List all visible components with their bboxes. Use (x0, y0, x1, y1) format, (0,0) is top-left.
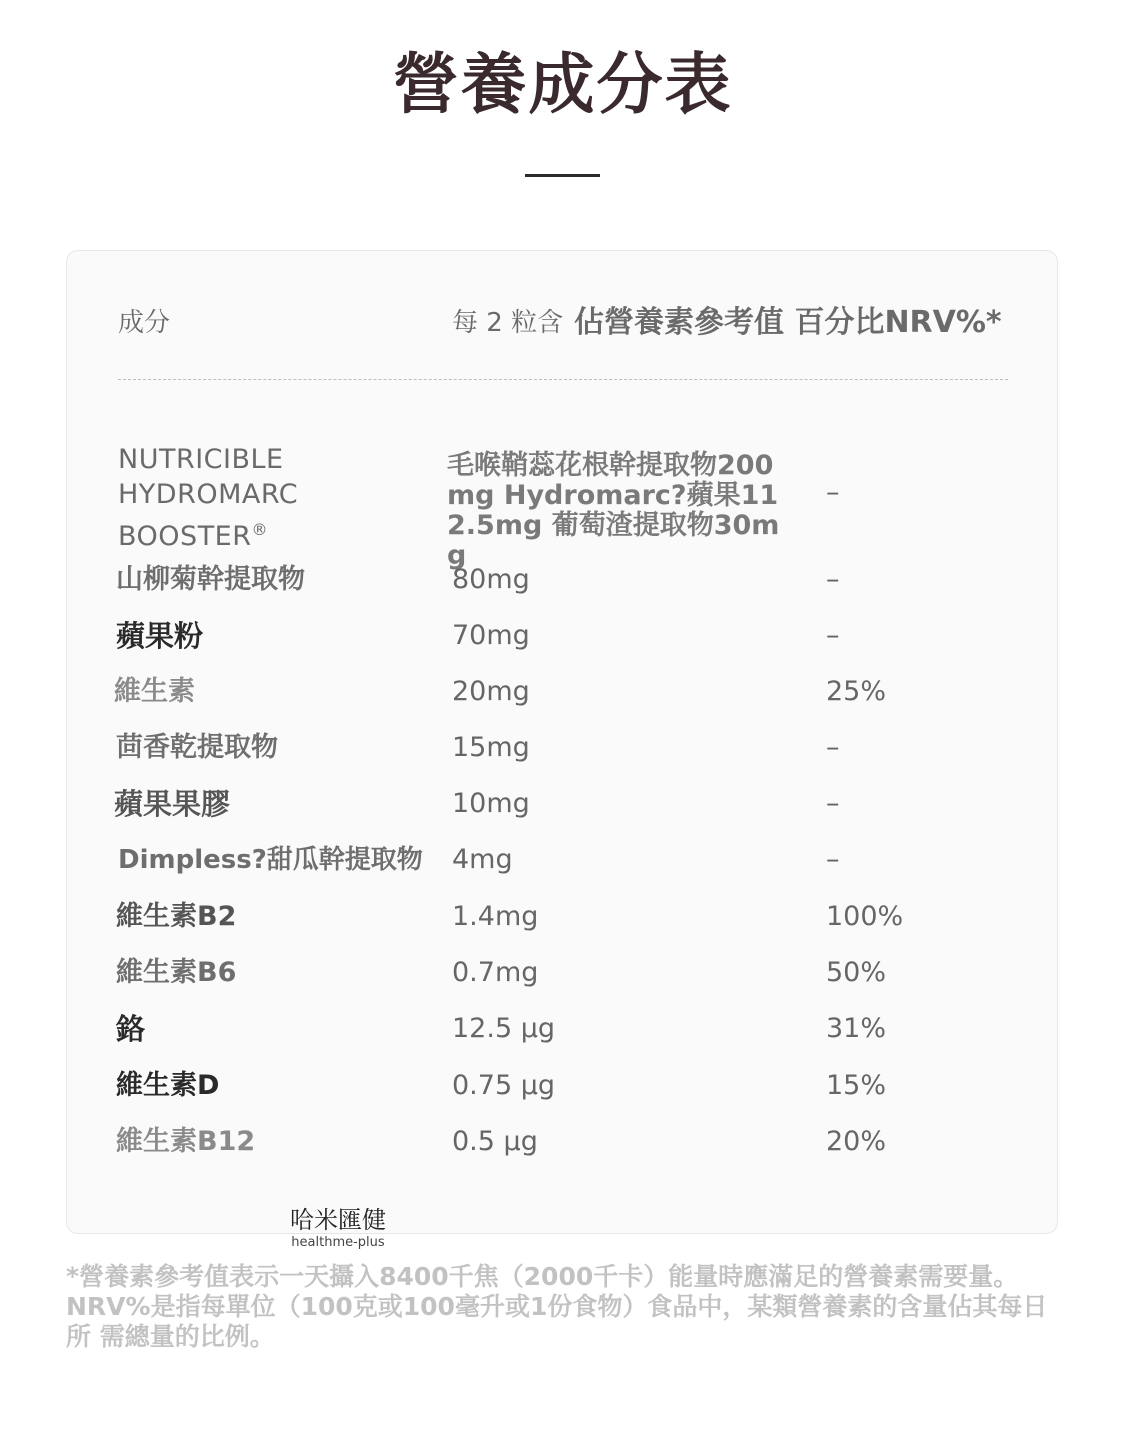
ingredient-amount: 20mg (452, 676, 530, 707)
table-row (0, 1001, 1125, 1057)
ingredient-nrv: – (826, 620, 840, 651)
ingredient-name: 鉻 (116, 1012, 146, 1046)
page-title: 營養成分表 (392, 46, 733, 123)
table-row (0, 1114, 1125, 1170)
header-nrv: 佔營養素參考值 百分比NRV%* (574, 305, 1002, 340)
ingredient-amount: 15mg (452, 732, 530, 763)
ingredient-name: 維生素B6 (116, 957, 237, 988)
ingredient-name: 維生素B2 (116, 901, 237, 932)
booster-name (118, 442, 298, 554)
ingredient-name: 維生素B12 (116, 1126, 256, 1157)
booster-name-line: NUTRICIBLE (118, 444, 284, 475)
ingredient-amount: 10mg (452, 788, 530, 819)
ingredient-amount: 0.7mg (452, 957, 539, 988)
ingredient-amount: 80mg (452, 564, 530, 595)
ingredient-amount: 4mg (452, 844, 513, 875)
header-per-serving: 每 2 粒含 (452, 308, 564, 338)
ingredient-name: 維生素D (116, 1070, 220, 1101)
table-row (0, 945, 1125, 1001)
table-row (0, 1058, 1125, 1114)
ingredient-nrv: 25% (826, 676, 887, 707)
ingredient-name: 茴香乾提取物 (116, 732, 278, 763)
ingredient-nrv: 15% (826, 1070, 887, 1101)
ingredient-amount: 70mg (452, 620, 530, 651)
ingredient-nrv: 20% (826, 1126, 887, 1157)
booster-amount: 毛喉鞘蕊花根幹提取物200mg Hydromarc?蘋果112.5mg 葡萄渣提取物30mg (447, 450, 780, 571)
ingredient-amount: 0.75 μg (452, 1070, 556, 1101)
ingredient-name: 蘋果粉 (116, 619, 204, 653)
table-row (0, 776, 1125, 832)
ingredient-name: 山柳菊幹提取物 (116, 564, 305, 595)
ingredient-amount: 0.5 μg (452, 1126, 538, 1157)
title-divider (525, 174, 600, 177)
booster-name-line: BOOSTER® (118, 520, 269, 552)
ingredient-nrv: 50% (826, 957, 887, 988)
table-row (0, 720, 1125, 776)
registered-mark: ® (251, 520, 269, 539)
booster-name-line: HYDROMARC (118, 479, 299, 510)
ingredient-name: Dimpless?甜瓜幹提取物 (118, 845, 423, 875)
table-row (0, 552, 1125, 608)
ingredient-nrv: – (826, 788, 840, 819)
ingredient-nrv: – (826, 844, 840, 875)
header-ingredient: 成分 (118, 308, 171, 338)
brand-logo-sub: healthme-plus (291, 1235, 385, 1250)
ingredient-nrv: 100% (826, 901, 904, 932)
brand-logo-name: 哈米匯健 (290, 1206, 386, 1234)
brand-logo (270, 1205, 406, 1251)
table-row (0, 832, 1125, 888)
ingredient-name: 蘋果果膠 (114, 787, 231, 821)
ingredient-nrv: – (826, 732, 840, 763)
ingredient-amount: 12.5 μg (452, 1013, 556, 1044)
table-row (0, 889, 1125, 945)
booster-nrv: – (826, 477, 840, 508)
nrv-footnote: *營養素參考值表示一天攝入8400千焦（2000千卡）能量時應滿足的營養素需要量。 NRV%是指每單位（100克或100毫升或1份食物）食品中，某類營養素的含量佔其每日所 需總量的比例。 (66, 1262, 1048, 1351)
header-divider (118, 379, 1008, 380)
ingredient-nrv: – (826, 564, 840, 595)
table-row (0, 608, 1125, 664)
ingredient-name: 維生素 (114, 676, 195, 707)
ingredient-nrv: 31% (826, 1013, 887, 1044)
ingredient-amount: 1.4mg (452, 901, 539, 932)
table-row (0, 664, 1125, 720)
